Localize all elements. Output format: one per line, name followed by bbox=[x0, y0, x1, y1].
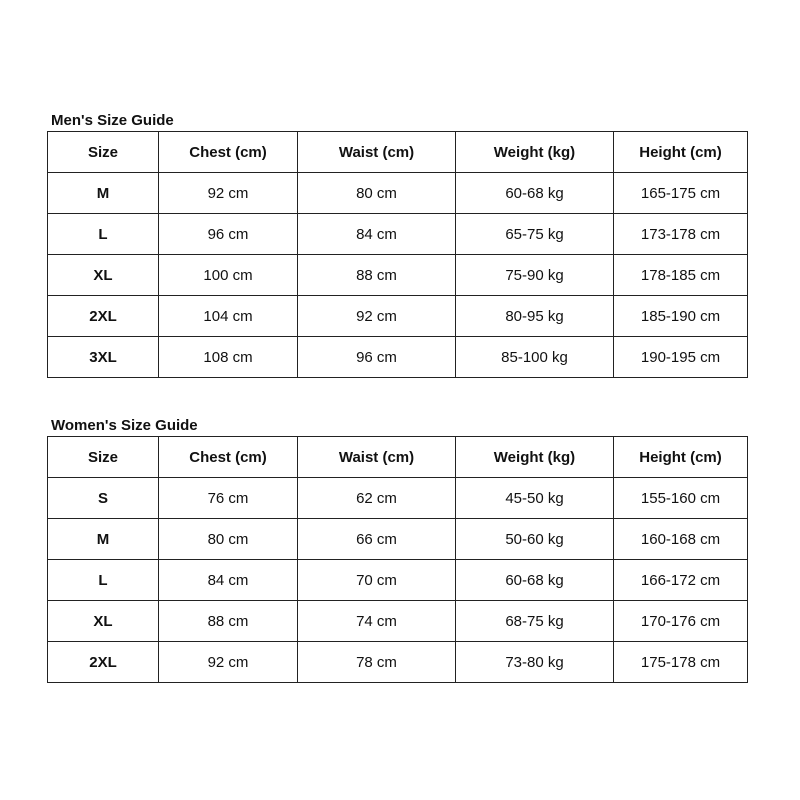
waist-cell: 92 cm bbox=[298, 296, 456, 337]
table-row bbox=[48, 337, 748, 378]
waist-cell: 80 cm bbox=[298, 173, 456, 214]
table-row bbox=[48, 601, 748, 642]
column-header: Height (cm) bbox=[614, 437, 748, 478]
size-table bbox=[47, 436, 748, 683]
chest-cell: 84 cm bbox=[159, 560, 298, 601]
table-row bbox=[48, 255, 748, 296]
weight-cell: 45-50 kg bbox=[456, 478, 614, 519]
height-cell: 175-178 cm bbox=[614, 642, 748, 683]
column-header: Chest (cm) bbox=[159, 437, 298, 478]
table-row bbox=[48, 478, 748, 519]
waist-cell: 88 cm bbox=[298, 255, 456, 296]
weight-cell: 50-60 kg bbox=[456, 519, 614, 560]
table-row bbox=[48, 296, 748, 337]
weight-cell: 60-68 kg bbox=[456, 173, 614, 214]
table-row bbox=[48, 560, 748, 601]
size-cell: L bbox=[48, 214, 159, 255]
size-cell: 2XL bbox=[48, 296, 159, 337]
waist-cell: 84 cm bbox=[298, 214, 456, 255]
chest-cell: 76 cm bbox=[159, 478, 298, 519]
weight-cell: 75-90 kg bbox=[456, 255, 614, 296]
size-cell: M bbox=[48, 519, 159, 560]
weight-cell: 73-80 kg bbox=[456, 642, 614, 683]
column-header: Height (cm) bbox=[614, 132, 748, 173]
weight-cell: 60-68 kg bbox=[456, 560, 614, 601]
size-cell: 3XL bbox=[48, 337, 159, 378]
height-cell: 178-185 cm bbox=[614, 255, 748, 296]
column-header: Waist (cm) bbox=[298, 132, 456, 173]
size-cell: L bbox=[48, 560, 159, 601]
column-header: Weight (kg) bbox=[456, 437, 614, 478]
womens-size-guide bbox=[47, 417, 747, 683]
chest-cell: 92 cm bbox=[159, 642, 298, 683]
height-cell: 165-175 cm bbox=[614, 173, 748, 214]
size-cell: S bbox=[48, 478, 159, 519]
section-title: Men's Size Guide bbox=[51, 112, 174, 129]
chest-cell: 92 cm bbox=[159, 173, 298, 214]
chest-cell: 88 cm bbox=[159, 601, 298, 642]
chest-cell: 108 cm bbox=[159, 337, 298, 378]
column-header: Size bbox=[48, 437, 159, 478]
height-cell: 185-190 cm bbox=[614, 296, 748, 337]
size-cell: XL bbox=[48, 601, 159, 642]
column-header: Size bbox=[48, 132, 159, 173]
weight-cell: 85-100 kg bbox=[456, 337, 614, 378]
height-cell: 173-178 cm bbox=[614, 214, 748, 255]
table-row bbox=[48, 214, 748, 255]
size-cell: XL bbox=[48, 255, 159, 296]
table-row bbox=[48, 173, 748, 214]
weight-cell: 65-75 kg bbox=[456, 214, 614, 255]
chest-cell: 80 cm bbox=[159, 519, 298, 560]
waist-cell: 70 cm bbox=[298, 560, 456, 601]
table-row bbox=[48, 642, 748, 683]
waist-cell: 74 cm bbox=[298, 601, 456, 642]
weight-cell: 68-75 kg bbox=[456, 601, 614, 642]
chest-cell: 104 cm bbox=[159, 296, 298, 337]
size-cell: 2XL bbox=[48, 642, 159, 683]
height-cell: 170-176 cm bbox=[614, 601, 748, 642]
height-cell: 155-160 cm bbox=[614, 478, 748, 519]
chest-cell: 96 cm bbox=[159, 214, 298, 255]
chest-cell: 100 cm bbox=[159, 255, 298, 296]
waist-cell: 62 cm bbox=[298, 478, 456, 519]
height-cell: 190-195 cm bbox=[614, 337, 748, 378]
mens-size-guide bbox=[47, 112, 747, 378]
table-header-row bbox=[48, 132, 748, 173]
column-header: Waist (cm) bbox=[298, 437, 456, 478]
weight-cell: 80-95 kg bbox=[456, 296, 614, 337]
table-row bbox=[48, 519, 748, 560]
height-cell: 160-168 cm bbox=[614, 519, 748, 560]
column-header: Chest (cm) bbox=[159, 132, 298, 173]
table-header-row bbox=[48, 437, 748, 478]
waist-cell: 96 cm bbox=[298, 337, 456, 378]
section-title: Women's Size Guide bbox=[51, 417, 198, 434]
column-header: Weight (kg) bbox=[456, 132, 614, 173]
waist-cell: 78 cm bbox=[298, 642, 456, 683]
height-cell: 166-172 cm bbox=[614, 560, 748, 601]
size-cell: M bbox=[48, 173, 159, 214]
waist-cell: 66 cm bbox=[298, 519, 456, 560]
size-table bbox=[47, 131, 748, 378]
